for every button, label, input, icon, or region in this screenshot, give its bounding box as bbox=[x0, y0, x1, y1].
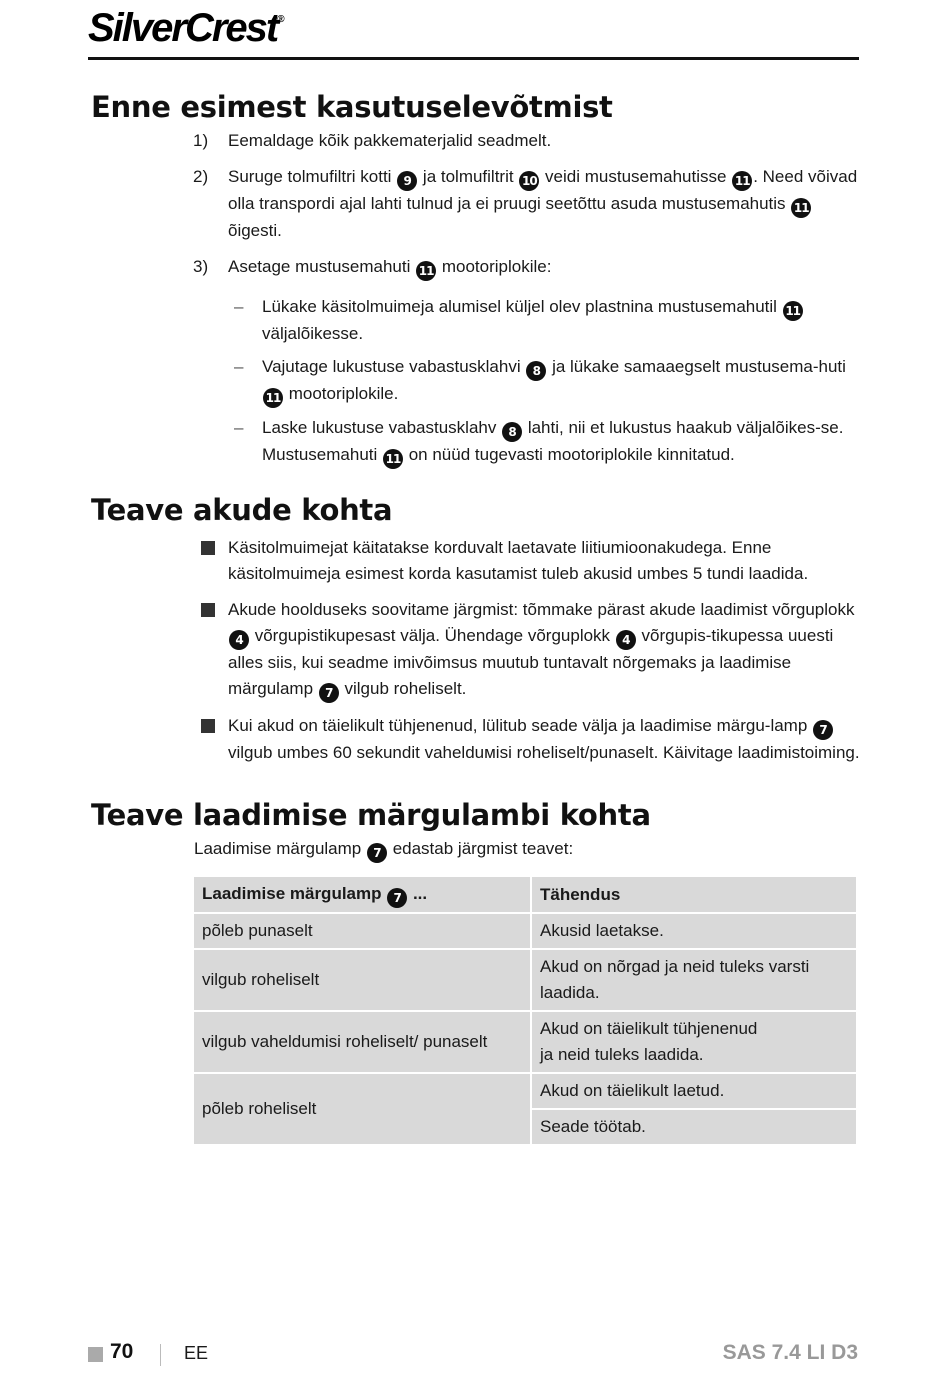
registered-mark: ® bbox=[277, 14, 285, 25]
part-number-7-icon: 7 bbox=[367, 843, 387, 863]
substep-text: Vajutage lukustuse vabastusklahvi 8 ja lükake samaaegselt mustusema-huti 11 mootoriplokile. bbox=[262, 354, 861, 408]
indicator-meaning: Akud on täielikult tühjenenud ja neid tuleks laadida. bbox=[532, 1012, 856, 1072]
substep-item bbox=[91, 294, 861, 347]
header-rule bbox=[88, 57, 859, 60]
part-number-11-icon: 11 bbox=[732, 171, 752, 191]
table-row bbox=[194, 1012, 856, 1072]
indicator-meaning: Seade töötab. bbox=[532, 1110, 856, 1144]
page-number: 70 bbox=[110, 1340, 134, 1363]
indicator-meaning: Akusid laetakse. bbox=[532, 914, 856, 948]
language-code: EE bbox=[184, 1343, 209, 1363]
part-number-11-icon: 11 bbox=[791, 198, 811, 218]
indicator-table bbox=[192, 875, 858, 1146]
part-number-4-icon: 4 bbox=[229, 630, 249, 650]
step-text: Asetage mustusemahuti 11 mootoriplokile: bbox=[228, 254, 861, 281]
substep-item bbox=[91, 354, 861, 408]
substep-text: Laske lukustuse vabastusklahv 8 lahti, nii et lukustus haakub väljalõikes-se. Mustusemahuti 11 on nüüd tugevasti mootoriplokile kinnitatud. bbox=[262, 415, 861, 469]
brand-logo bbox=[88, 6, 285, 51]
bullet-text: Käsitolmuimejat käitatakse korduvalt laetavate liitiumioonakudega. Enne käsitolmuimeja esimest korda kasutamist tuleb akusid umbes 5 tundi laadida. bbox=[228, 538, 809, 583]
square-bullet-icon bbox=[201, 603, 215, 617]
brand-name: SilverCrest bbox=[88, 6, 278, 50]
step-number: 3) bbox=[193, 257, 209, 276]
section-title-batteries: Teave akude kohta bbox=[91, 493, 393, 527]
step-text: Suruge tolmufiltri kotti 9 ja tolmufiltrit 10 veidi mustusemahutisse 11 . Need võivad olla transpordi ajal lahti tulnud ja ei pruugi seetõttu asuda mustusemahutis 11 õigesti. bbox=[228, 167, 858, 240]
bullet-text: Kui akud on täielikult tühjenenud, lülitub seade välja ja laadimise märgu-lamp 7 vilgub umbes 60 sekundit vahelduмisi roheliselt/punaselt. Käivitage laadimistoiming. bbox=[228, 716, 860, 762]
table-row bbox=[194, 1074, 856, 1108]
indicator-meaning: Akud on nõrgad ja neid tuleks varsti laadida. bbox=[532, 950, 856, 1010]
step-item bbox=[91, 164, 861, 244]
dash-bullet: – bbox=[234, 357, 244, 376]
footer-divider bbox=[160, 1344, 161, 1366]
indicator-meaning: Akud on täielikult laetud. bbox=[532, 1074, 856, 1108]
part-number-8-icon: 8 bbox=[502, 422, 522, 442]
indicator-state: vilgub roheliselt bbox=[194, 950, 530, 1010]
model-number: SAS 7.4 LI D3 bbox=[722, 1341, 858, 1364]
bullet-item bbox=[91, 597, 861, 703]
page-content bbox=[91, 88, 861, 1146]
part-number-11-icon: 11 bbox=[383, 449, 403, 469]
square-bullet-icon bbox=[201, 719, 215, 733]
part-number-7-icon: 7 bbox=[387, 888, 407, 908]
table-header-row bbox=[194, 877, 856, 912]
bullet-item bbox=[91, 535, 861, 587]
step-number: 1) bbox=[193, 131, 209, 150]
part-number-8-icon: 8 bbox=[526, 361, 546, 381]
table-row bbox=[194, 914, 856, 948]
substep-text: Lükake käsitolmuimeja alumisel küljel olev plastnina mustusemahutil 11 väljalõikesse. bbox=[262, 294, 861, 347]
section-title-charging-indicator: Teave laadimise märgulambi kohta bbox=[91, 798, 651, 832]
table-row bbox=[194, 950, 856, 1010]
step-item bbox=[91, 254, 861, 281]
part-number-7-icon: 7 bbox=[813, 720, 833, 740]
part-number-4-icon: 4 bbox=[616, 630, 636, 650]
first-use-steps bbox=[91, 128, 861, 469]
indicator-state: vilgub vaheldumisi roheliselt/ punaselt bbox=[194, 1012, 530, 1072]
part-number-11-icon: 11 bbox=[263, 388, 283, 408]
part-number-9-icon: 9 bbox=[397, 171, 417, 191]
bullet-text: Akude hoolduseks soovitame järgmist: tõmmake pärast akude laadimist võrguplokk 4 võrgupistikupesast välja. Ühendage võrguplokk 4 võrgupis-tikupessa uuesti alles siis, kui seadme imivõimsus muutub tuntavalt nõrgemaks ja laadimise märgulamp 7 vilgub roheliselt. bbox=[228, 597, 861, 703]
substep-item bbox=[91, 415, 861, 469]
part-number-7-icon: 7 bbox=[319, 683, 339, 703]
part-number-10-icon: 10 bbox=[519, 171, 539, 191]
column-header-indicator: Laadimise märgulamp 7 ... bbox=[194, 877, 530, 912]
step-number: 2) bbox=[193, 167, 209, 186]
part-number-11-icon: 11 bbox=[416, 261, 436, 281]
dash-bullet: – bbox=[234, 418, 244, 437]
indicator-state: põleb roheliselt bbox=[194, 1074, 530, 1144]
page-marker-icon bbox=[88, 1347, 103, 1362]
step-item bbox=[91, 128, 861, 154]
bullet-item bbox=[91, 713, 861, 766]
square-bullet-icon bbox=[201, 541, 215, 555]
step-text: Eemaldage kõik pakkematerjalid seadmelt. bbox=[228, 131, 552, 150]
indicator-state: põleb punaselt bbox=[194, 914, 530, 948]
section-title-first-use: Enne esimest kasutuselevõtmist bbox=[91, 90, 613, 124]
dash-bullet: – bbox=[234, 297, 244, 316]
column-header-meaning: Tähendus bbox=[532, 877, 856, 912]
part-number-11-icon: 11 bbox=[783, 301, 803, 321]
battery-bullets bbox=[91, 535, 861, 766]
table-intro: Laadimise märgulamp 7 edastab järgmist teavet: bbox=[91, 836, 861, 863]
